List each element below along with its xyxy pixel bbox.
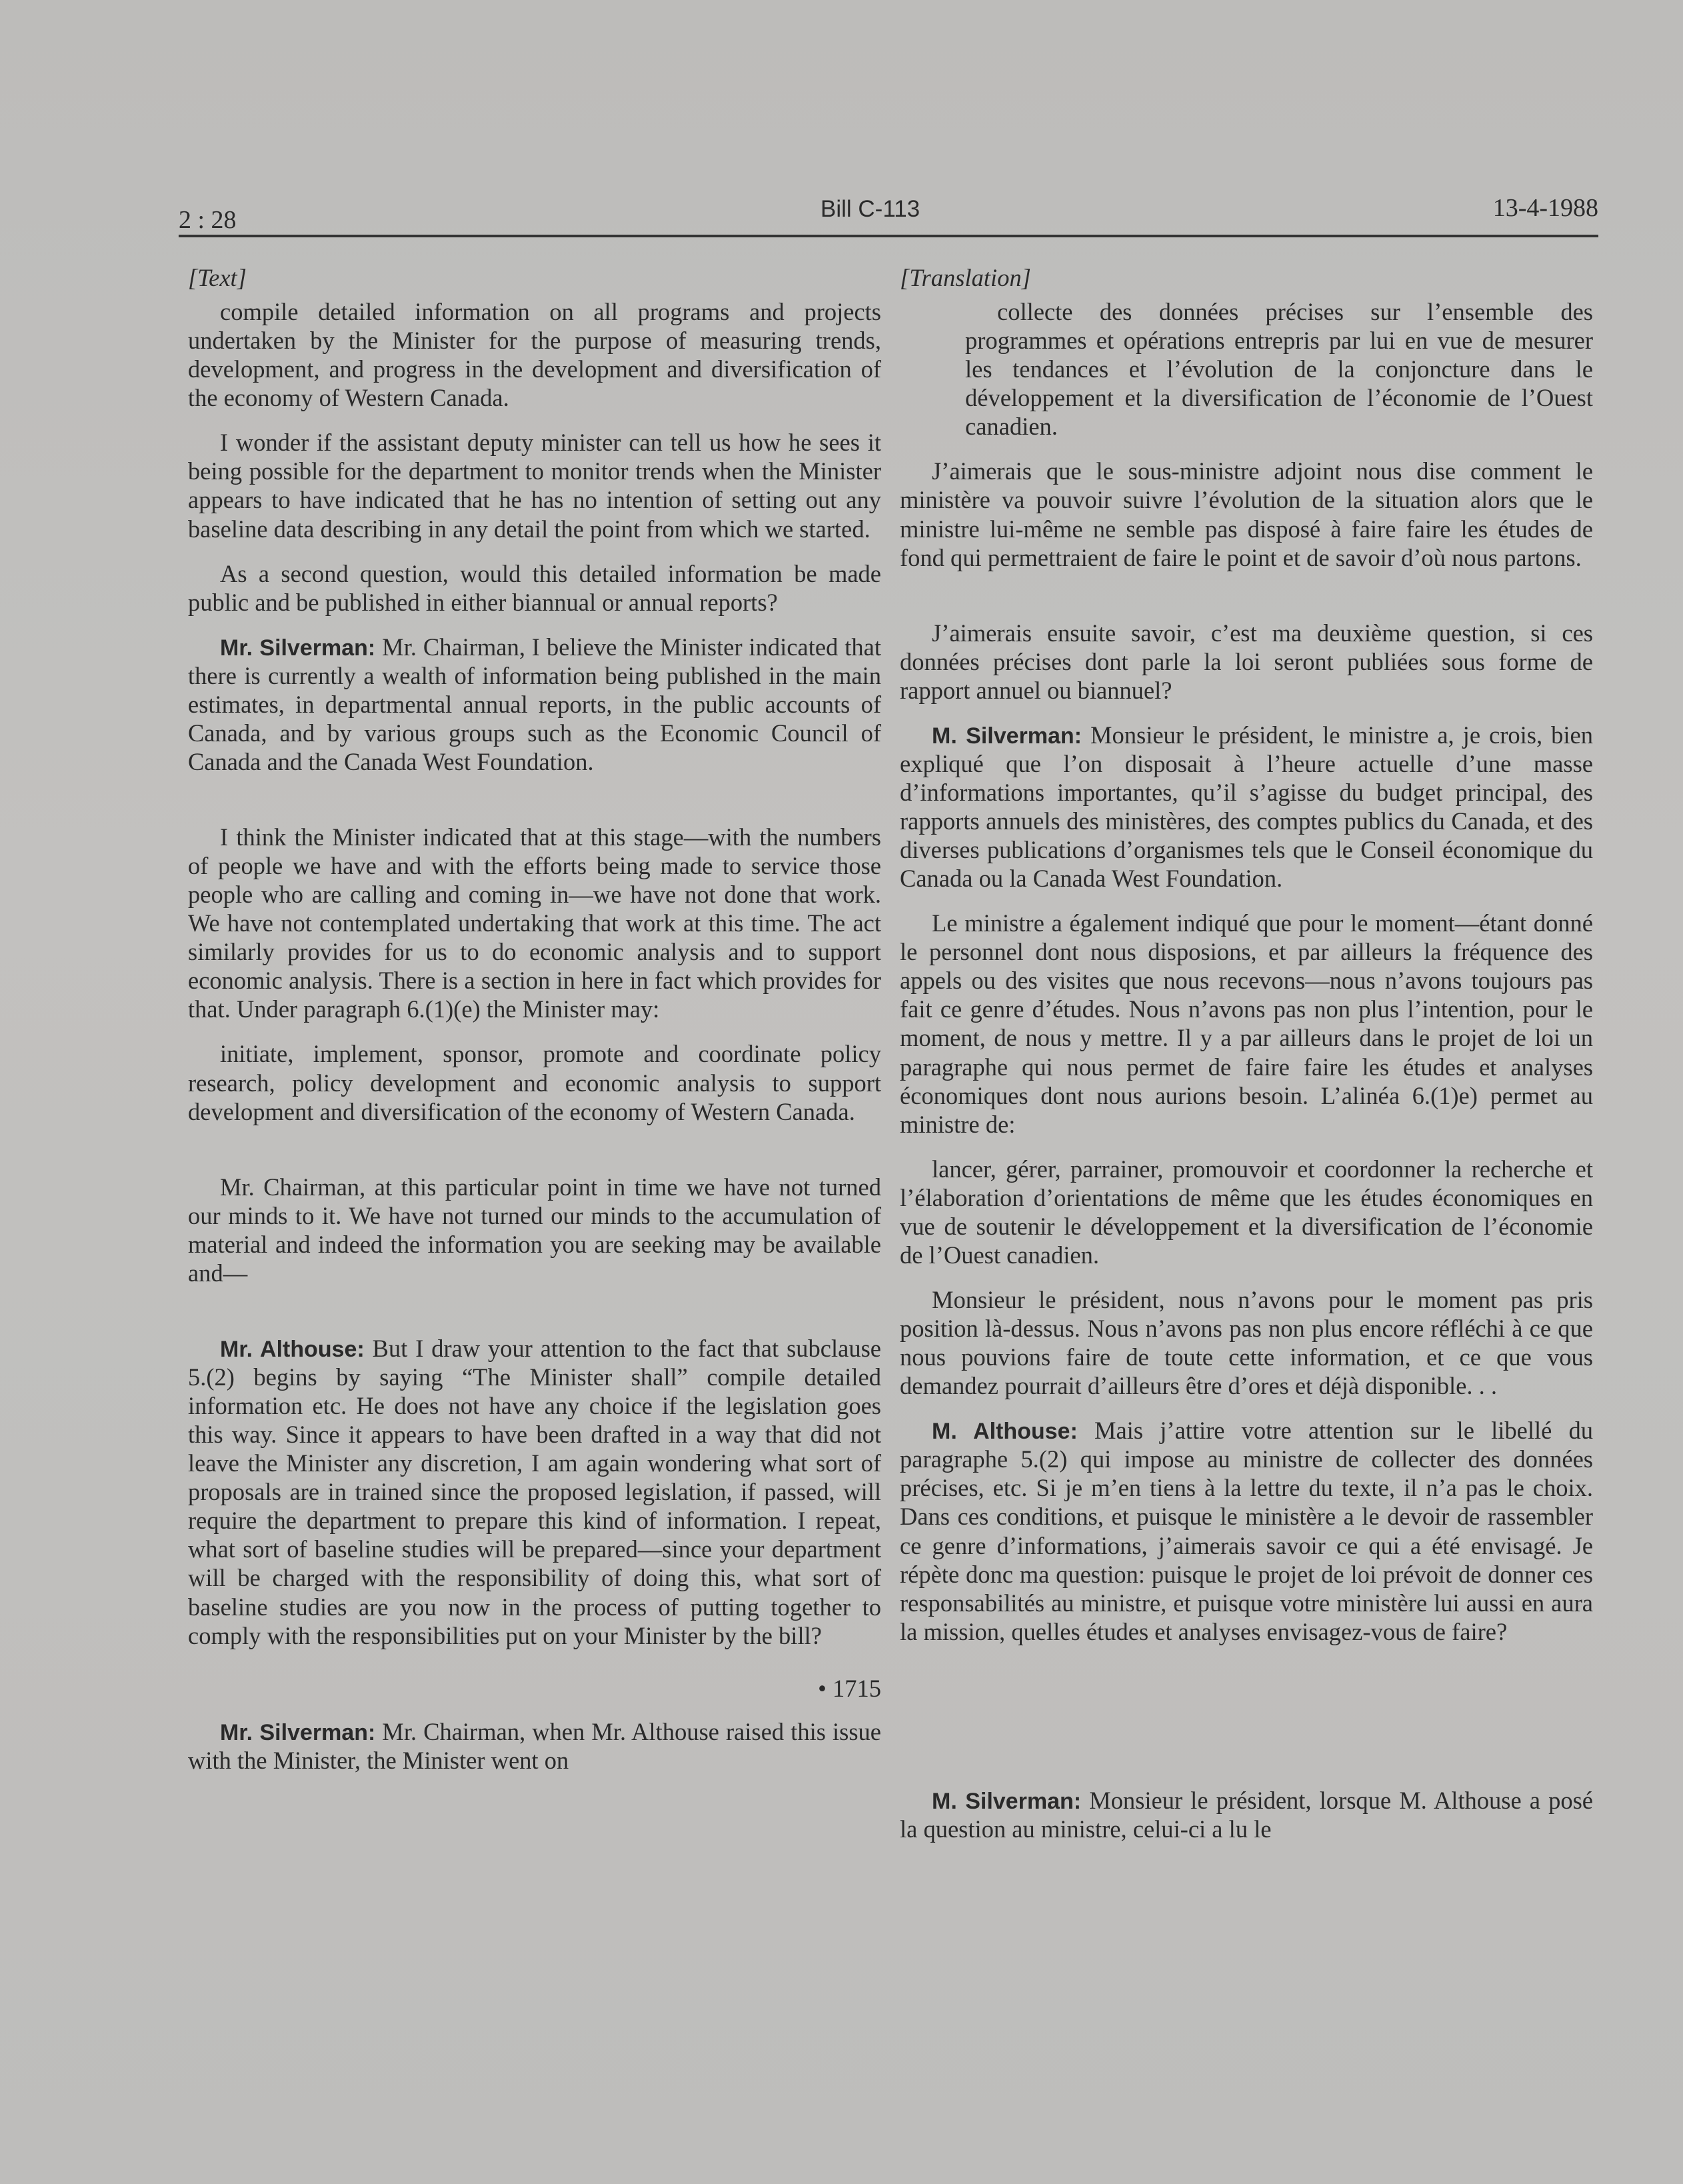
paragraph: As a second question, would this detailed information be made public and be published in either biannual or annual reports?: [188, 559, 881, 616]
speaker-name: M. Silverman:: [932, 1788, 1082, 1814]
page-header: [179, 195, 1598, 237]
translation-label: [Translation]: [900, 264, 1031, 291]
paragraph: J’aimerais que le sous-ministre adjoint nous dise comment le ministère va pouvoir suivre l’évolution de la situation alors que le ministre lui-même ne semble pas disposé à faire faire les études de fond qui permettraient de faire le point et de savoir d’où nous partons.: [900, 457, 1593, 571]
paragraph: Le ministre a également indiqué que pour le moment—étant donné le personnel dont nous disposions, et par ailleurs la fréquence des appels ou des visites que nous recevons—nous n’avons toujours pas fait ce genre d’études. Nous n’avons pas non plus l’intention, pour le moment, de nous y mettre. Il y a par ailleurs dans le projet de loi un paragraphe qui nous permet de faire faire les études et analyses économiques dont nous aurions besoin. L’alinéa 6.(1)e) permet au ministre de:: [900, 909, 1593, 1138]
speech-text: But I draw your attention to the fact that subclause 5.(2) begins by saying “The Minister shall” compile detailed information etc. He does not have any choice if the legislation goes this way. Since it appears to have been drafted in a way that did not leave the Minister any discretion, I am again wondering what sort of proposals are in trained since the proposed legislation, if passed, will require the department to prepare this kind of information. I repeat, what sort of baseline studies will be prepared—since your department will be charged with the responsibility of doing this, what sort of baseline studies are you now in the process of putting together to comply with the responsibilities put on your Minister by the bill?: [188, 1334, 881, 1649]
paragraph: I think the Minister indicated that at this stage—with the numbers of people we have and with the efforts being made to service those people who are calling and coming in—we have not done that work. We have not contemplated undertaking that work at this time. The act similarly provides for us to do economic analysis and to support economic analysis. There is a section in here in fact which provides for that. Under paragraph 6.(1)(e) the Minister may:: [188, 823, 881, 1023]
speaker-name: M. Althouse:: [932, 1419, 1078, 1445]
speech-text: Mr. Chairman, I believe the Minister indicated that there is currently a wealth of information being published in the main estimates, in departmental annual reports, in the public accounts of Canada, and by various groups such as the Economic Council of Canada and the Canada West Foundation.: [188, 633, 882, 775]
paragraph: Monsieur le président, nous n’avons pour le moment pas pris position là-dessus. Nous n’avons pas non plus encore réfléchi à ce que nous pouvions faire de toute cette information, et ce que vous demandez pourrait d’ailleurs être d’ores et déjà disponible. . .: [900, 1285, 1593, 1400]
speech-text: Mr. Chairman, when Mr. Althouse raised this issue with the Minister, the Minister went on: [188, 1717, 882, 1774]
quoted-clause: initiate, implement, sponsor, promote and coordinate policy research, policy development and economic analysis to support development and diversification of the economy of Western Canada.: [188, 1040, 881, 1125]
speech-text: Monsieur le président, le ministre a, je crois, bien expliqué que l’on disposait à l’heure actuelle d’une masse d’informations importantes, qu’il s’agisse du budget principal, des rapports annuels des ministères, des comptes publics du Canada, et des diverses publications d’organismes tels que le Conseil économique du Canada ou la Canada West Foundation.: [900, 721, 1594, 893]
speech-paragraph: [900, 721, 1593, 893]
speech-paragraph: [900, 1786, 1593, 1843]
quoted-clause: collecte des données précises sur l’ensemble des programmes et opérations entrepris par lui en vue de mesurer les tendances et l’évolution de la conjoncture dans le développement et la diversification de l’économie de l’Ouest canadien.: [965, 298, 1593, 441]
french-column: [900, 263, 1593, 1859]
paragraph: I wonder if the assistant deputy minister can tell us how he sees it being possible for the department to monitor trends when the Minister appears to have indicated that he has no intention of setting out any baseline data describing in any detail the point from which we started.: [188, 429, 881, 543]
paragraph: Mr. Chairman, at this particular point in time we have not turned our minds to it. We have not turned our minds to the accumulation of material and indeed the information you are seeking may be available and—: [188, 1173, 881, 1287]
speech-paragraph: [188, 633, 881, 776]
quoted-clause: compile detailed information on all programs and projects undertaken by the Minister for the purpose of measuring trends, development, and progress in the development and diversification of the economy of Western Canada.: [188, 298, 881, 412]
speaker-name: Mr. Silverman:: [220, 1719, 376, 1745]
text-label: [Text]: [188, 264, 247, 291]
paragraph: J’aimerais ensuite savoir, c’est ma deuxième question, si ces données précises dont parle la loi seront publiées sous forme de rapport annuel ou biannuel?: [900, 619, 1593, 704]
quoted-clause: lancer, gérer, parrainer, promouvoir et coordonner la recherche et l’élaboration d’orientations de même que les études économiques en vue de soutenir le développement et la diversification de l’économie de l’Ouest canadien.: [900, 1155, 1593, 1269]
page-reference: 2 : 28: [179, 206, 237, 234]
speaker-name: Mr. Silverman:: [220, 635, 376, 661]
speaker-name: M. Silverman:: [932, 723, 1082, 749]
bill-title: Bill C-113: [821, 196, 920, 222]
speech-paragraph: [188, 1717, 881, 1775]
english-column: [188, 263, 881, 1791]
time-marker: • 1715: [818, 1674, 881, 1702]
speaker-name: Mr. Althouse:: [220, 1336, 365, 1362]
speech-text: Monsieur le président, lorsque M. Althouse a posé la question au ministre, celui-ci a lu le: [900, 1786, 1593, 1843]
speech-paragraph: [900, 1416, 1593, 1646]
speech-text: Mais j’attire votre attention sur le libellé du paragraphe 5.(2) qui impose au ministre de collecter des données précises, etc. Si je m’en tiens à la lettre du texte, il n’a pas le choix. Dans ces conditions, et puisque le ministère a le devoir de rassembler ce genre d’informations, j’aimerais savoir ce qui a été envisagé. Je répète donc ma question: puisque le projet de loi prévoit de donner ces responsabilités au ministre, et puisque votre ministère lui aussi en aura la mission, quelles études et analyses envisagez-vous de faire?: [900, 1417, 1593, 1645]
speech-paragraph: [188, 1334, 881, 1650]
header-date: 13-4-1988: [1492, 194, 1598, 222]
